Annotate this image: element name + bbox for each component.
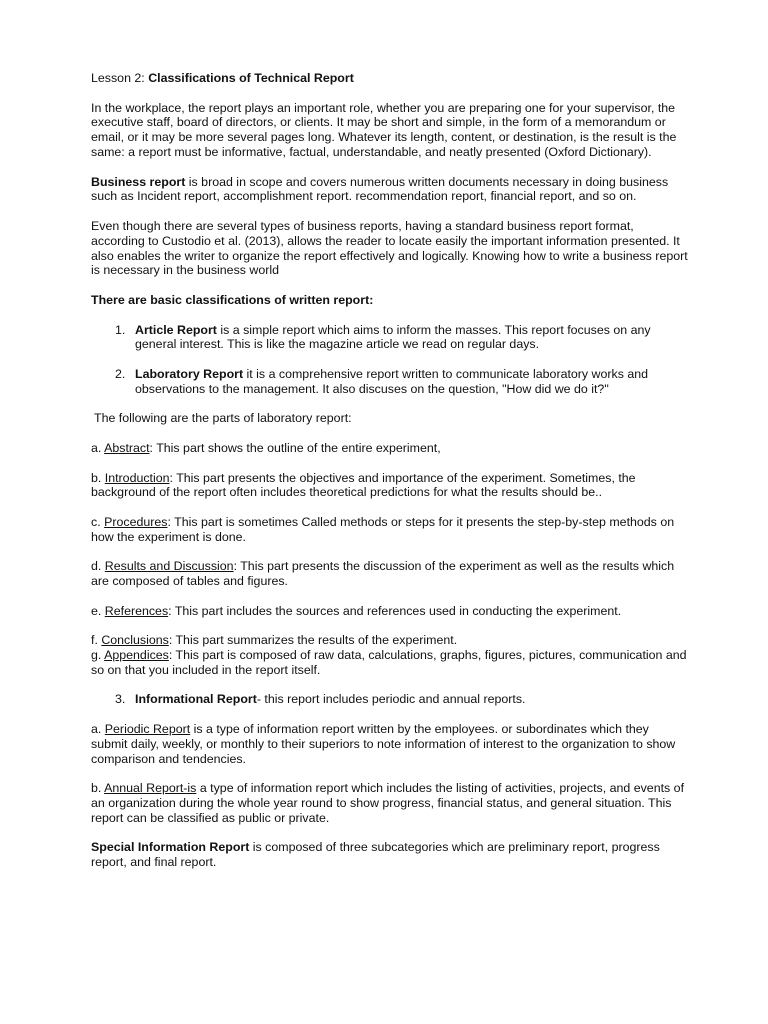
special-report-paragraph: Special Information Report is composed of three subcategories which are preliminary report, progress report, and final report.	[91, 840, 660, 870]
part-item: d. Results and Discussion: This part presents the discussion of the experiment as well as the results which are composed of tables and figures.	[91, 559, 675, 589]
list-item: 2. Laboratory Report it is a comprehensive report written to communicate laboratory works and observations to the management. It also discuses on the question, "How did we do it?"	[115, 366, 649, 396]
intro-paragraph: In the workplace, the report plays an important role, whether you are preparing one for your supervisor, the executive staff, board of directors, or clients. It may be short and simple, in the form of a memorandum or email, or it may be more several pages long. Whatever its length, content, or destination, is the result is the same: a report must be informative, factual, understandable, and neatly presented (Oxford Dictionary).	[91, 100, 677, 159]
part-item: c. Procedures: This part is sometimes Called methods or steps for it presents the step-by-step methods on how the experiment is done.	[91, 514, 675, 544]
classification-list	[91, 323, 688, 397]
part-item: g. Appendices: This part is composed of raw data, calculations, graphs, figures, pictures, communication and so on that you included in the report itself.	[91, 648, 687, 677]
part-item: b. Introduction: This part presents the objectives and importance of the experiment. Sometimes, the background of the report often includes theoretical predictions for what the results should be..	[91, 470, 636, 500]
part-item: e. References: This part includes the sources and references used in conducting the experiment.	[91, 603, 622, 618]
part-item: a. Abstract: This part shows the outline of the entire experiment,	[91, 440, 441, 455]
business-types-paragraph: Even though there are several types of business reports, having a standard business report format, according to Custodio et al. (2013), allows the reader to locate easily the important information presented. It also enables the writer to organize the report effectively and logically. Knowing how to write a business report is necessary in the business world	[91, 218, 688, 278]
list-item: 3. Informational Report- this report includes periodic and annual reports.	[115, 692, 526, 707]
page-title: Lesson 2: Classifications of Technical Report	[91, 71, 354, 85]
list-item: 1. Article Report is a simple report which aims to inform the masses. This report focuses on any general interest. This is like the magazine article we read on regular days.	[115, 322, 651, 352]
annual-report-paragraph: b. Annual Report-is a type of information report which includes the listing of activities, projects, and events of an organization during the whole year round to show progress, financial status, and general situation. This report can be classified as public or private.	[91, 781, 685, 825]
classifications-heading: There are basic classifications of written report:	[91, 292, 374, 307]
periodic-report-paragraph: a. Periodic Report is a type of information report written by the employees. or subordinates which they submit daily, weekly, or monthly to their superiors to note information of interest to the organization to show comparison and tendencies.	[91, 722, 676, 766]
part-item: f. Conclusions: This part summarizes the results of the experiment.	[91, 633, 458, 648]
parts-intro: The following are the parts of laboratory report:	[94, 411, 352, 426]
business-report-paragraph: Business report is broad in scope and covers numerous written documents necessary in doing business such as Incident report, accomplishment report. recommendation report, financial report, and so on.	[91, 174, 669, 204]
